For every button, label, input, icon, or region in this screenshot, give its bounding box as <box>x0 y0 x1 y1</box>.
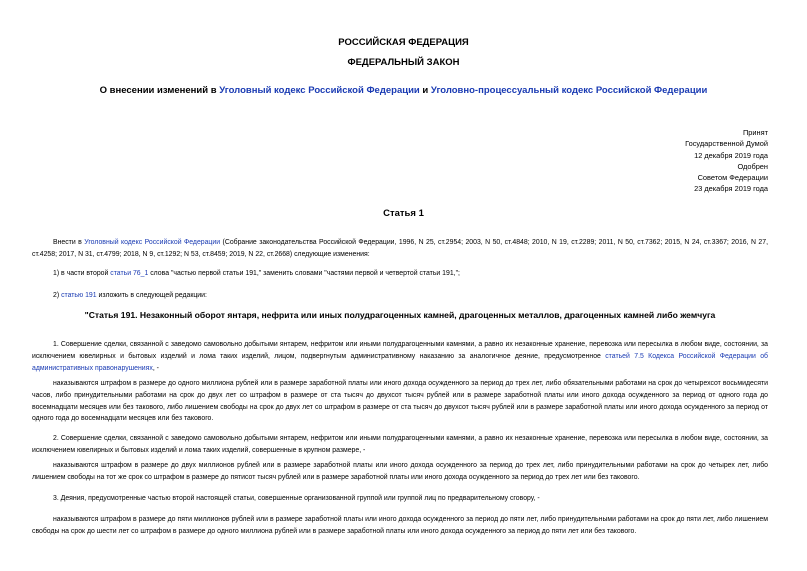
criminal-procedure-code-link[interactable]: Уголовно-процессуальный кодекс Российской Федерации <box>430 85 708 96</box>
adoption-line: Одобрен <box>737 161 768 171</box>
adoption-line: Советом Федерации <box>697 173 768 183</box>
adoption-line: 12 декабря 2019 года <box>694 150 768 160</box>
document-type-heading: ФЕДЕРАЛЬНЫЙ ЗАКОН <box>347 57 460 68</box>
article-76-1-link[interactable]: статьи 76_1 <box>110 270 149 277</box>
part-1-text: 1. Совершение сделки, связанной с заведомо самовольно добытыми янтарем, нефритом или иными полудрагоценными камнями, а равно их незаконные хранение, перевозка или пересылка в любом виде, состоянии, за исключением ювелирных и бытовых изделий и лома таких изделий, лицом, подвергнутым административному наказанию за аналогичное деяние, предусмотренное <box>32 341 768 360</box>
country-heading: РОССИЙСКАЯ ФЕДЕРАЦИЯ <box>338 37 469 48</box>
criminal-code-link[interactable]: Уголовный кодекс Российской Федерации <box>219 85 420 96</box>
intro-rest: (Собрание законодательства Российской Федерации, 1996, N 25, ст.2954; 2003, N 50, ст.4848; 2010, N 19, ст.2289; 2011, N 50, ст.7362; 2015, N 24, ст.3367; 2016, N 27, ст.4258; 2017, N 31, ст.4799; 2018, N 9, ст.1292; N 53, ст.8459; 2019, N 22, ст.2668) следующие изменения: <box>32 239 768 258</box>
koap-7-5-link[interactable]: статьей 7.5 Кодекса Российской Федерации об административных правонарушениях <box>32 352 768 372</box>
item-2-prefix: 2) <box>53 292 60 299</box>
item-1-rest: слова "частью первой статьи 191," заменить словами "частями первой и четвертой статьи 191,"; <box>150 270 460 277</box>
part-3-penalty: наказываются штрафом в размере до пяти миллионов рублей или в размере заработной платы или иного дохода осужденного за период до пяти лет, либо принудительными работами на срок до пяти лет, либо лишением свободы на срок до шести лет со штрафом в размере до одного миллиона рублей или в размере заработной платы или иного дохода осужденного за период до пяти лет или без такового. <box>32 516 768 535</box>
item-2-rest: изложить в следующей редакции: <box>98 292 207 299</box>
intro-prefix: Внести в <box>53 239 82 246</box>
article-191-link[interactable]: статью 191 <box>61 292 97 299</box>
law-title-prefix: О внесении изменений в <box>99 85 217 96</box>
adoption-line: Государственной Думой <box>685 139 768 149</box>
intro-criminal-code-link[interactable]: Уголовный кодекс Российской Федерации <box>84 239 221 246</box>
law-title-and: и <box>422 85 429 96</box>
part-2-penalty: наказываются штрафом в размере до двух миллионов рублей или в размере заработной платы или иного дохода осужденного за период до трех лет, либо принудительными работами на срок до четырех лет, либо лишением свободы на тот же срок со штрафом в размере до пятисот тысяч рублей или в размере заработной платы или иного дохода осужденного за период до трех лет или без такового. <box>32 462 768 481</box>
adoption-line: 23 декабря 2019 года <box>694 184 768 194</box>
item-1-prefix: 1) в части второй <box>53 270 109 277</box>
item-1 <box>32 268 768 280</box>
intro-paragraph <box>32 237 768 261</box>
article-title: Статья 1 <box>383 208 424 219</box>
part-3-paragraph: 3. Деяния, предусмотренные частью второй настоящей статьи, совершенные организованной группой или группой лиц по предварительному сговору, - <box>53 495 540 502</box>
item-2 <box>32 290 768 302</box>
part-1-penalty: наказываются штрафом в размере до одного миллиона рублей или в размере заработной платы или иного дохода осужденного за период до трех лет, либо обязательными работами на срок до четырехсот восьмидесяти часов, либо принудительными работами на срок до двух лет со штрафом в размере от ста тысяч до двухсот тысяч рублей или в размере заработной платы или иного дохода осужденного за период от одного года до восемнадцати месяцев или без такового, либо лишением свободы на срок до двух лет со штрафом в размере от ста тысяч до двухсот тысяч рублей или в размере заработной платы или иного дохода осужденного за период от одного года до восемнадцати месяцев или без такового. <box>32 380 768 423</box>
law-title <box>0 85 807 96</box>
part-1-end: , - <box>152 364 159 372</box>
article-191-title: "Статья 191. Незаконный оборот янтаря, нефрита или иных полудрагоценных камней, драгоценных металлов, драгоценных камней либо жемчуга <box>84 310 716 320</box>
adoption-line: Принят <box>742 128 768 137</box>
adoption-block <box>685 127 768 195</box>
part-2-paragraph: 2. Совершение сделки, связанной с заведомо самовольно добытыми янтарем, нефритом или иными полудрагоценными камнями, а равно их незаконные хранение, перевозка или пересылка в любом виде, состоянии, за исключением ювелирных и бытовых изделий и лома таких изделий, совершенные в крупном размере, - <box>32 435 768 454</box>
part-1-paragraph <box>32 339 768 374</box>
